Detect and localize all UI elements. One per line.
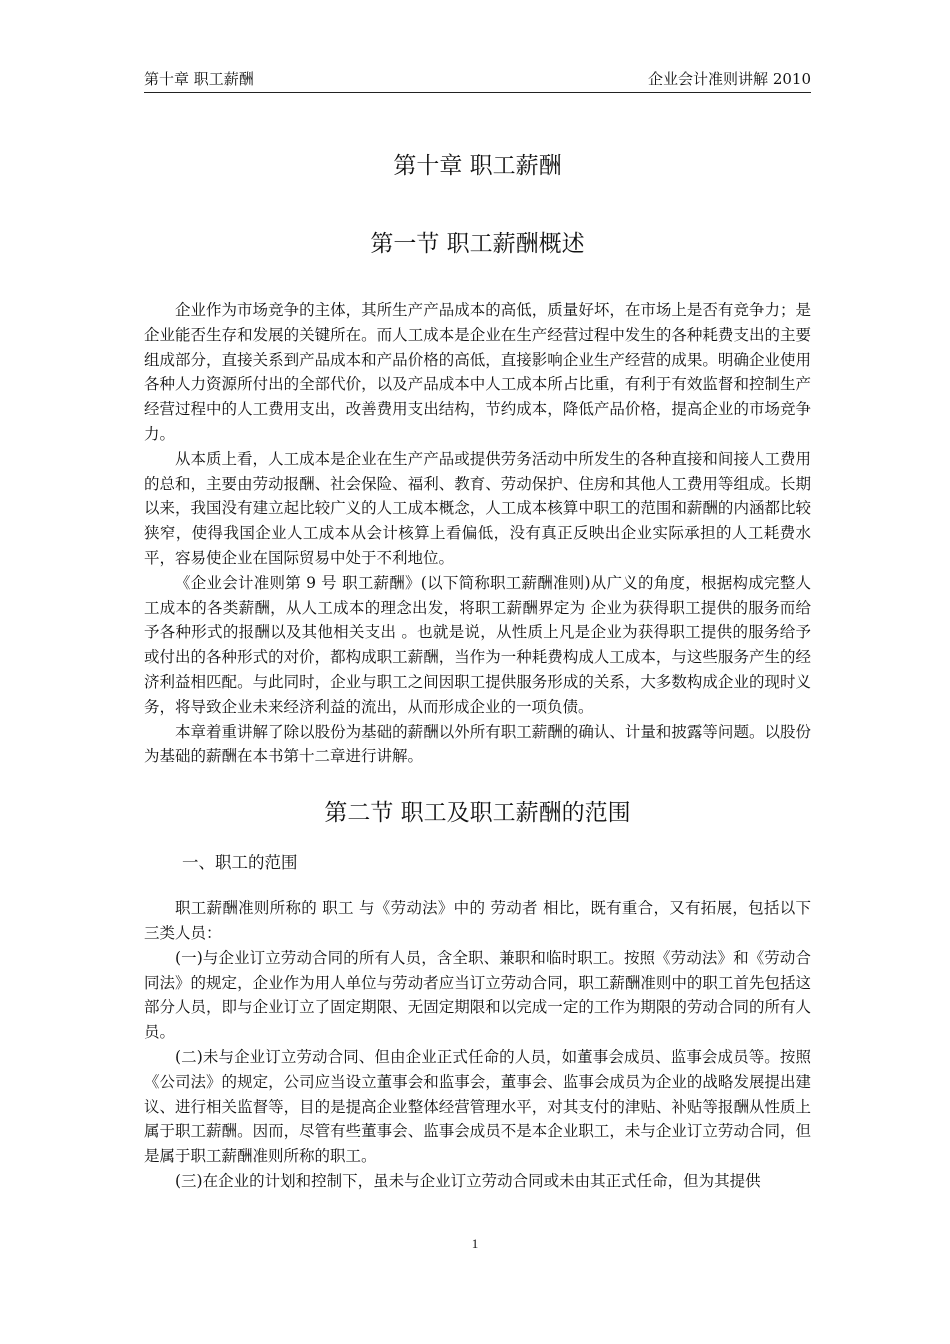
section-2-paragraph: (一)与企业订立劳动合同的所有人员，含全职、兼职和临时职工。按照《劳动法》和《劳动合同法》的规定，企业作为用人单位与劳动者应当订立劳动合同，职工薪酬准则中的职工首先包括这部分人员，即与企业订立了固定期限、无固定期限和以完成一定的工作为期限的劳动合同的所有人员。 (144, 948, 811, 1042)
document-body (144, 150, 811, 1194)
page-number: 1 (471, 1236, 479, 1251)
header-book-title: 企业会计准则讲解 2010 (648, 70, 811, 88)
section-1-paragraph: 从本质上看，人工成本是企业在生产产品或提供劳务活动中所发生的各种直接和间接人工费用的总和，主要由劳动报酬、社会保险、福利、教育、劳动保护、住房和其他人工费用等组成。长期以来，我国没有建立起比较广义的人工成本概念，人工成本核算中职工的范围和薪酬的内涵都比较狭窄，使得我国企业人工成本从会计核算上看偏低，没有真正反映出企业实际承担的人工耗费水平，容易使企业在国际贸易中处于不利地位。 (144, 449, 811, 567)
section-2-subheading: 一、职工的范围 (182, 853, 298, 873)
section-2-paragraph: (三)在企业的计划和控制下，虽未与企业订立劳动合同或未由其正式任命，但为其提供 (175, 1171, 761, 1190)
section-2-paragraph: 职工薪酬准则所称的 职工 与《劳动法》中的 劳动者 相比，既有重合，又有拓展，包括以下三类人员： (144, 899, 811, 942)
section-2-title: 第二节 职工及职工薪酬的范围 (324, 800, 631, 827)
page-header (144, 70, 811, 93)
chapter-title: 第十章 职工薪酬 (393, 153, 562, 179)
section-1-paragraph: 《企业会计准则第 9 号 职工薪酬》(以下简称职工薪酬准则)从广义的角度，根据构成完整人工成本的各类薪酬，从人工成本的理念出发，将职工薪酬界定为 企业为获得职工提供的服务而给予各种形式的报酬以及其他相关支出 。也就是说，从性质上凡是企业为获得职工提供的服务给予或付出的各种形式的对价，都构成职工薪酬，当作为一种耗费构成人工成本，与这些服务产生的经济利益相匹配。与此同时，企业与职工之间因职工提供服务形成的关系，大多数构成企业的现时义务，将导致企业未来经济利益的流出，从而形成企业的一项负债。 (144, 573, 811, 716)
header-chapter: 第十章 职工薪酬 (144, 70, 254, 88)
section-1-paragraph: 企业作为市场竞争的主体，其所生产产品成本的高低，质量好坏，在市场上是否有竞争力；是企业能否生存和发展的关键所在。而人工成本是企业在生产经营过程中发生的各种耗费支出的主要组成部分，直接关系到产品成本和产品价格的高低，直接影响企业生产经营的成果。明确企业使用各种人力资源所付出的全部代价，以及产品成本中人工成本所占比重，有利于有效监督和控制生产经营过程中的人工费用支出，改善费用支出结构，节约成本，降低产品价格，提高企业的市场竞争力。 (144, 301, 811, 443)
section-1-title: 第一节 职工薪酬概述 (370, 231, 585, 257)
section-1-paragraph: 本章着重讲解了除以股份为基础的薪酬以外所有职工薪酬的确认、计量和披露等问题。以股份为基础的薪酬在本书第十二章进行讲解。 (144, 722, 811, 766)
section-2-paragraph: (二)未与企业订立劳动合同、但由企业正式任命的人员，如董事会成员、监事会成员等。按照《公司法》的规定，公司应当设立董事会和监事会，董事会、监事会成员为企业的战略发展提出建议、进行相关监督等，目的是提高企业整体经营管理水平，对其支付的津贴、补贴等报酬从性质上属于职工薪酬。因而，尽管有些董事会、监事会成员不是本企业职工，未与企业订立劳动合同，但是属于职工薪酬准则所称的职工。 (144, 1047, 811, 1166)
